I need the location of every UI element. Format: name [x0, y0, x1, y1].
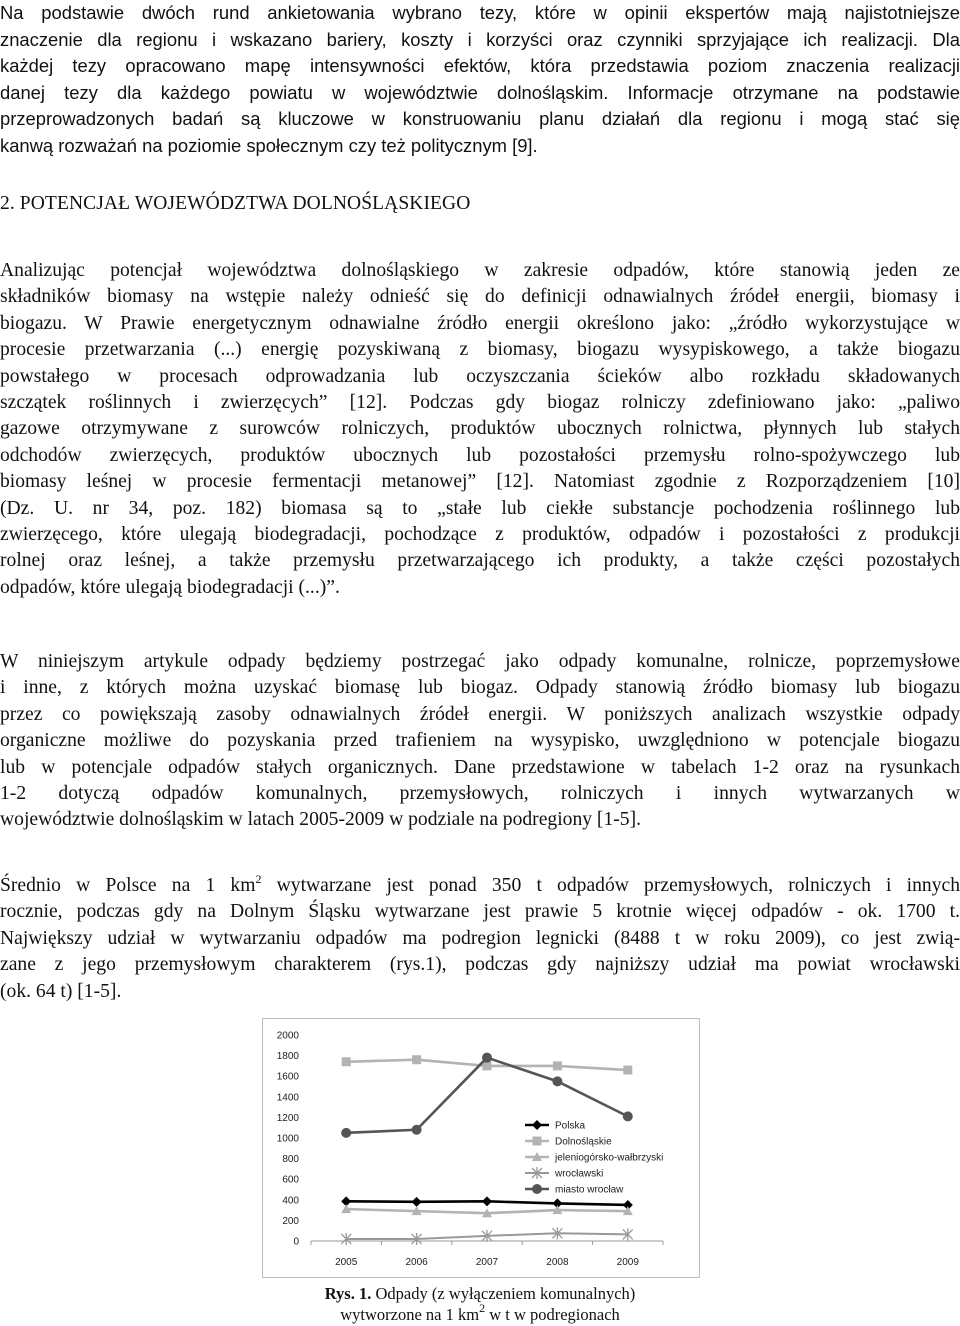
text-line: rocznie, podczas gdy na Dolnym Śląsku wytwarzane jest prawie 5 krotnie więcej odpadów - ok. 1700 t.	[0, 901, 960, 923]
y-tick-label: 400	[282, 1195, 299, 1207]
text-line: odpadów, które ulegają biodegradacji (...)”.	[0, 576, 340, 598]
text-line: odchodów zwierzęcych, produktów ubocznych lub pozostałości przemysłu rolno-spożywczego lub	[0, 444, 960, 466]
x-tick-label: 2006	[405, 1257, 428, 1268]
text-line: znaczenie dla regionu i wskazano bariery, koszty i korzyści oraz czynniki sprzyjające ich realizacji. Dla	[0, 28, 960, 50]
text-line: 1-2 dotyczą odpadów komunalnych, przemysłowych, rolniczych i innych wytwarzanych w	[0, 783, 960, 805]
y-tick-label: 800	[282, 1154, 299, 1166]
legend-label: miasto wrocław	[555, 1184, 624, 1196]
text-line: Na podstawie dwóch rund ankietowania wybrano tezy, które w opinii ekspertów mają najistotniejsze	[0, 2, 960, 23]
data-point-circle	[623, 1111, 633, 1121]
y-tick-label: 1600	[276, 1071, 299, 1083]
x-tick-label: 2005	[335, 1257, 358, 1268]
data-point-square	[483, 1061, 492, 1070]
chart-canvas	[263, 1019, 699, 1277]
text-line: województwie dolnośląskim w latach 2005-2009 w podziale na podregiony [1-5].	[0, 809, 641, 831]
data-point-circle	[482, 1053, 492, 1063]
data-point-circle	[412, 1125, 422, 1135]
paragraph-intro	[0, 0, 960, 160]
caption-line-2	[0, 1301, 960, 1325]
text-line: powstałego w procesach odprowadzania lub oczyszczania ścieków albo rozkładu składowanych	[0, 365, 960, 387]
x-tick-label: 2009	[616, 1257, 639, 1268]
data-point-square	[553, 1061, 562, 1070]
legend-label: wrocławski	[555, 1168, 604, 1180]
y-tick-label: 0	[293, 1236, 299, 1248]
paragraph-scope	[0, 649, 960, 834]
y-tick-label: 2000	[276, 1030, 299, 1042]
caption-text: w t w podregionach	[485, 1305, 620, 1324]
y-tick-label: 1800	[276, 1051, 299, 1063]
text-line: przeprowadzonych badań są kluczowe w konstruowaniu planu działań dla regionu i mogą stać się	[0, 108, 960, 130]
text-line: i inne, z których można uzyskać biomasę lub biogaz. Odpady stanowią źródło biomasy lub biogazu	[0, 677, 960, 699]
y-tick-label: 1000	[276, 1133, 299, 1145]
caption-text: Odpady (z wyłączeniem komunalnych)	[371, 1284, 636, 1303]
caption-text: wytworzone na 1 km	[340, 1305, 480, 1324]
data-point-circle	[552, 1076, 562, 1086]
x-tick-label: 2007	[475, 1257, 499, 1268]
text-line: danej tezy dla każdego powiatu w województwie dolnośląskim. Informacje otrzymane na podstawie	[0, 81, 960, 103]
text-line: Analizując potencjał województwa dolnośląskiego w zakresie odpadów, które stanowią jeden ze	[0, 260, 960, 281]
line-chart	[262, 1018, 700, 1278]
data-point-square	[342, 1057, 351, 1066]
y-tick-label: 1400	[276, 1092, 299, 1104]
data-point-diamond	[482, 1196, 492, 1206]
section-heading: 2. POTENCJAŁ WOJEWÓDZTWA DOLNOŚLĄSKIEGO	[0, 193, 471, 214]
text-line: biogazu. W Prawie energetycznym odnawialne źródło energii określono jako: „źródło wykorzystujące w	[0, 312, 960, 334]
legend-label: Polska	[555, 1120, 586, 1132]
text-line: przez co powiększają zasoby odnawialnych źródeł energii. W poniższych analizach wszystkie odpady	[0, 703, 960, 725]
figure-caption	[0, 1283, 960, 1325]
text-line	[0, 873, 960, 899]
text-line: kanwą rozważań na poziomie społecznym czy też politycznym [9].	[0, 134, 538, 156]
text-line: szczątek roślinnych i zwierzęcych” [12]. Podczas gdy biogaz rolniczy zdefiniowano jako: „paliwo	[0, 392, 960, 414]
text-fragment: wytwarzane jest ponad 350 t odpadów przemysłowych, rolniczych i innych	[261, 875, 960, 896]
y-tick-label: 600	[282, 1174, 299, 1186]
text-line: rolnej oraz leśnej, a także przemysłu przetwarzającego ich produkty, a także części pozostałych	[0, 550, 960, 572]
superscript: 2	[255, 873, 262, 886]
text-line: organiczne możliwe do pozyskania przed trafieniem na wysypisko, uwzględniono w potencjale biogazu	[0, 730, 960, 752]
text-fragment: Średnio w Polsce na 1 km	[0, 875, 256, 896]
text-line: zane z jego przemysłowym charakterem (rys.1), podczas gdy najniższy udział ma powiat wrocławski	[0, 954, 960, 976]
y-tick-label: 1200	[276, 1112, 299, 1124]
paragraph-statistics	[0, 873, 960, 1005]
text-line: (Dz. U. nr 34, poz. 182) biomasa są to „stałe lub ciekłe substancje pochodzenia roślinnego lub	[0, 497, 960, 519]
text-line: lub w potencjale odpadów stałych organicznych. Dane przedstawione w tabelach 1-2 oraz na rysunkach	[0, 756, 960, 778]
text-line: (ok. 64 t) [1-5].	[0, 980, 122, 1002]
data-point-square	[623, 1066, 632, 1075]
data-point-circle	[532, 1184, 542, 1194]
data-point-square	[412, 1055, 421, 1064]
paragraph-definitions	[0, 258, 960, 601]
data-point-diamond	[532, 1120, 542, 1130]
text-line: biomasy leśnej w procesie fermentacji metanowej” [12]. Natomiast zgodnie z Rozporządzeniem [10]	[0, 471, 960, 493]
superscript: 2	[479, 1301, 486, 1315]
text-line: Największy udział w wytwarzaniu odpadów ma podregion legnicki (8488 t w roku 2009), co jest zwią-	[0, 927, 960, 949]
data-point-diamond	[412, 1197, 422, 1207]
y-tick-label: 200	[282, 1215, 299, 1227]
text-line: W niniejszym artykule odpady będziemy postrzegać jako odpady komunalne, rolnicze, poprzemysłowe	[0, 651, 960, 672]
data-point-circle	[341, 1128, 351, 1138]
text-line: składników biomasy na wstępie należy odnieść się do definicji odnawialnych źródeł energii, biomasy i	[0, 286, 960, 308]
legend-label: Dolnośląskie	[555, 1136, 612, 1148]
text-line: gazowe otrzymywane z surowców rolniczych, produktów ubocznych rolnictwa, płynnych lub stałych	[0, 418, 960, 440]
data-point-square	[533, 1137, 542, 1146]
text-line: zwierzęcego, które ulegają biodegradacji, pochodzące z produktów, odpadów i pozostałości z produkcji	[0, 524, 960, 546]
text-line: każdej tezy opracowano mapę intensywności efektów, która przedstawia poziom znaczenia realizacji	[0, 55, 960, 77]
x-tick-label: 2008	[546, 1257, 569, 1268]
legend-label: jeleniogórsko-wałbrzyski	[555, 1152, 664, 1164]
caption-label: Rys. 1.	[324, 1284, 372, 1303]
text-line: procesie przetwarzania (...) energię pozyskiwaną z biomasy, biogazu wysypiskowego, a także biogazu	[0, 339, 960, 361]
